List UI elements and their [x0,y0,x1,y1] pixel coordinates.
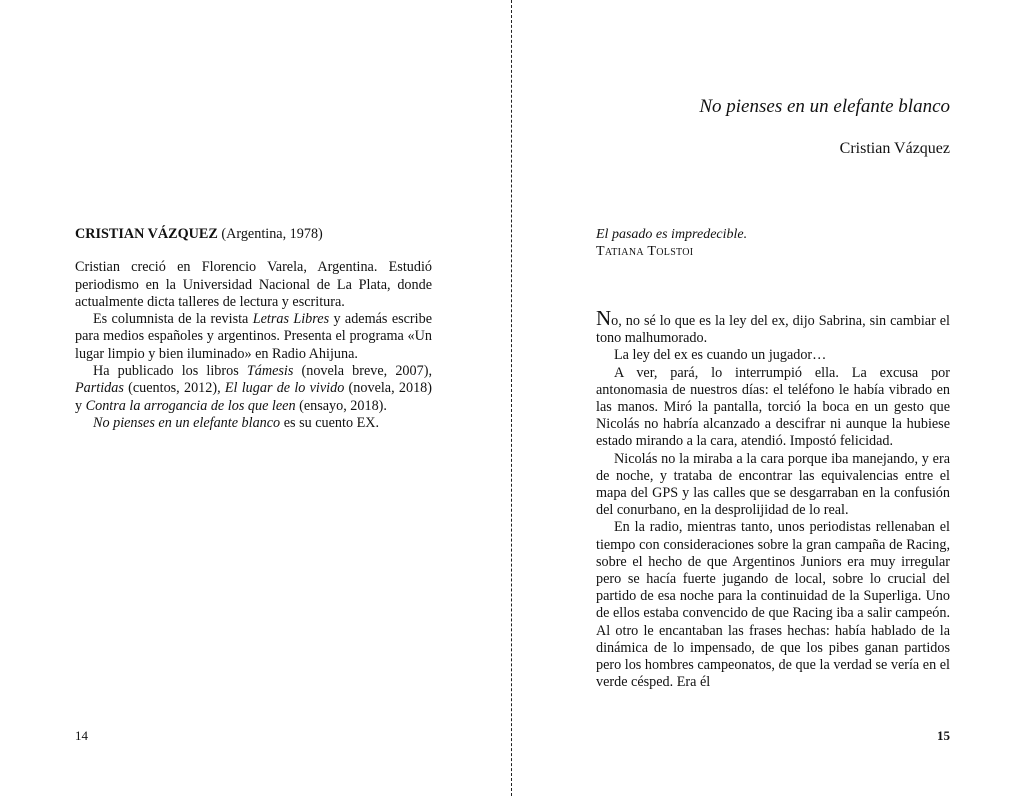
bio-paragraph-3 [75,363,432,415]
story-paragraph-1-text: o, no sé lo que es la ley del ex, dijo Sabrina, sin cambiar el tono malhumorado. [596,313,950,347]
bio-p3-text-a: Ha publicado los libros [93,363,247,380]
bio-p3-book-1: Támesis [246,363,294,380]
epigraph [596,226,747,260]
page-number-right: 15 [937,728,950,743]
bio-author-name: CRISTIAN VÁZQUEZ [75,226,218,242]
story-paragraph-2: La ley del ex es cuando un jugador… [614,347,827,364]
bio-paragraph-1: Cristian creció en Florencio Varela, Argentina. Estudió periodismo en la Universidad Nacional de La Plata, donde actualmente dicta talleres de lectura y escritura. [75,259,432,310]
bio-author-origin: (Argentina, 1978) [217,226,323,242]
story-paragraph-5: En la radio, mientras tanto, unos periodistas rellenaban el tiempo con consideraciones sobre la gran campaña de Racing, sobre el hecho de que Argentinos Juniors era muy irregular pero se hacía fuerte jugando de local, sobre lo crucial del partido de esa noche para la continuidad de la Superliga. Uno de ellos estaba convencido de que Racing iba a salir campeón. Al otro le encantaban las frases hechas: había hablado de la dinámica de lo impensado, de que los pibes ganan partidos pero los hombres campeonatos, de que la verdad se vería en el verde césped. Era él [596,519,950,691]
bio-p2-magazine: Letras Libres [252,311,330,328]
bio-p3-book-3: El lugar de lo vivido [224,380,345,397]
bio-p3-text-i: (ensayo, 2018). [295,397,387,414]
page-divider [511,0,512,796]
bio-paragraph-2 [75,311,432,363]
epigraph-quote: El pasado es impredecible. [596,227,748,242]
page-number-left: 14 [75,728,88,743]
bio-p3-text-c: (novela breve, 2007), [293,363,432,380]
bio-paragraph-4 [75,415,432,432]
story-author: Cristian Vázquez [839,140,950,157]
bio-heading [75,226,432,243]
bio-p3-text-e: (cuentos, 2012), [123,380,225,397]
story-title: No pienses en un elefante blanco [699,96,950,117]
story-paragraph-4: Nicolás no la miraba a la cara porque iba manejando, y era de noche, y trataba de encontrar las equivalencias entre el mapa del GPS y las calles que se desgarraban en la confusión del conurbano, en la desprolijidad de lo real. [596,450,950,519]
author-bio [75,226,432,432]
story-body [596,306,950,691]
bio-p2-text-c: y además escribe para medios españoles y argentinos. Presenta el programa «Un lugar limpio y bien iluminado» en Radio Ahijuna. [75,311,432,362]
bio-p3-book-4: Contra la arrogancia de los que leen [85,397,296,414]
bio-p3-book-2: Partidas [75,380,124,397]
bio-p4-text-b: es su cuento EX. [280,414,380,431]
bio-p4-story-title: No pienses en un elefante blanco [93,414,281,431]
story-dropcap: N [596,306,612,330]
right-page [513,0,1024,796]
bio-p2-text-a: Es columnista de la revista [93,311,253,328]
story-paragraph-3: A ver, pará, lo interrumpió ella. La excusa por antonomasia de nuestros días: el teléfono le había vibrado en las manos. Miró la pantalla, torció la boca en un gesto que Nicolás no habría alcanzado a descifrar ni aunque la hubiese estado mirando a la cara, atendió. Impostó felicidad. [596,364,950,450]
bio-p3-text-g: (novela, 2018) y [75,380,432,414]
left-page [0,0,511,796]
story-paragraph-1 [596,306,950,347]
epigraph-source: Tatiana Tolstoi [596,244,694,259]
